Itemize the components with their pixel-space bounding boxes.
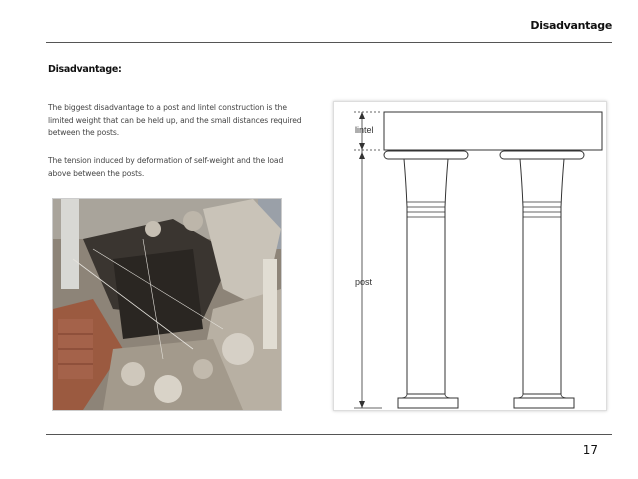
post-lintel-diagram xyxy=(333,101,607,411)
lintel-beam xyxy=(384,112,602,150)
post-label: post xyxy=(355,277,373,287)
paragraph-1: The biggest disadvantage to a post and lintel construction is the limited weight that can be held up, and the small distances required between the posts. xyxy=(48,103,302,137)
section-heading: Disadvantage: xyxy=(48,64,122,75)
collapsed-building-photo xyxy=(52,198,282,411)
header-title: Disadvantage xyxy=(530,19,612,32)
left-column xyxy=(384,151,468,408)
footer-rule xyxy=(46,434,612,435)
lintel-label: lintel xyxy=(355,125,374,135)
header-rule xyxy=(46,42,612,43)
paragraph-2: The tension induced by deformation of self-weight and the load above between the posts. xyxy=(48,156,284,178)
right-column xyxy=(500,151,584,408)
page-number: 17 xyxy=(582,443,598,457)
